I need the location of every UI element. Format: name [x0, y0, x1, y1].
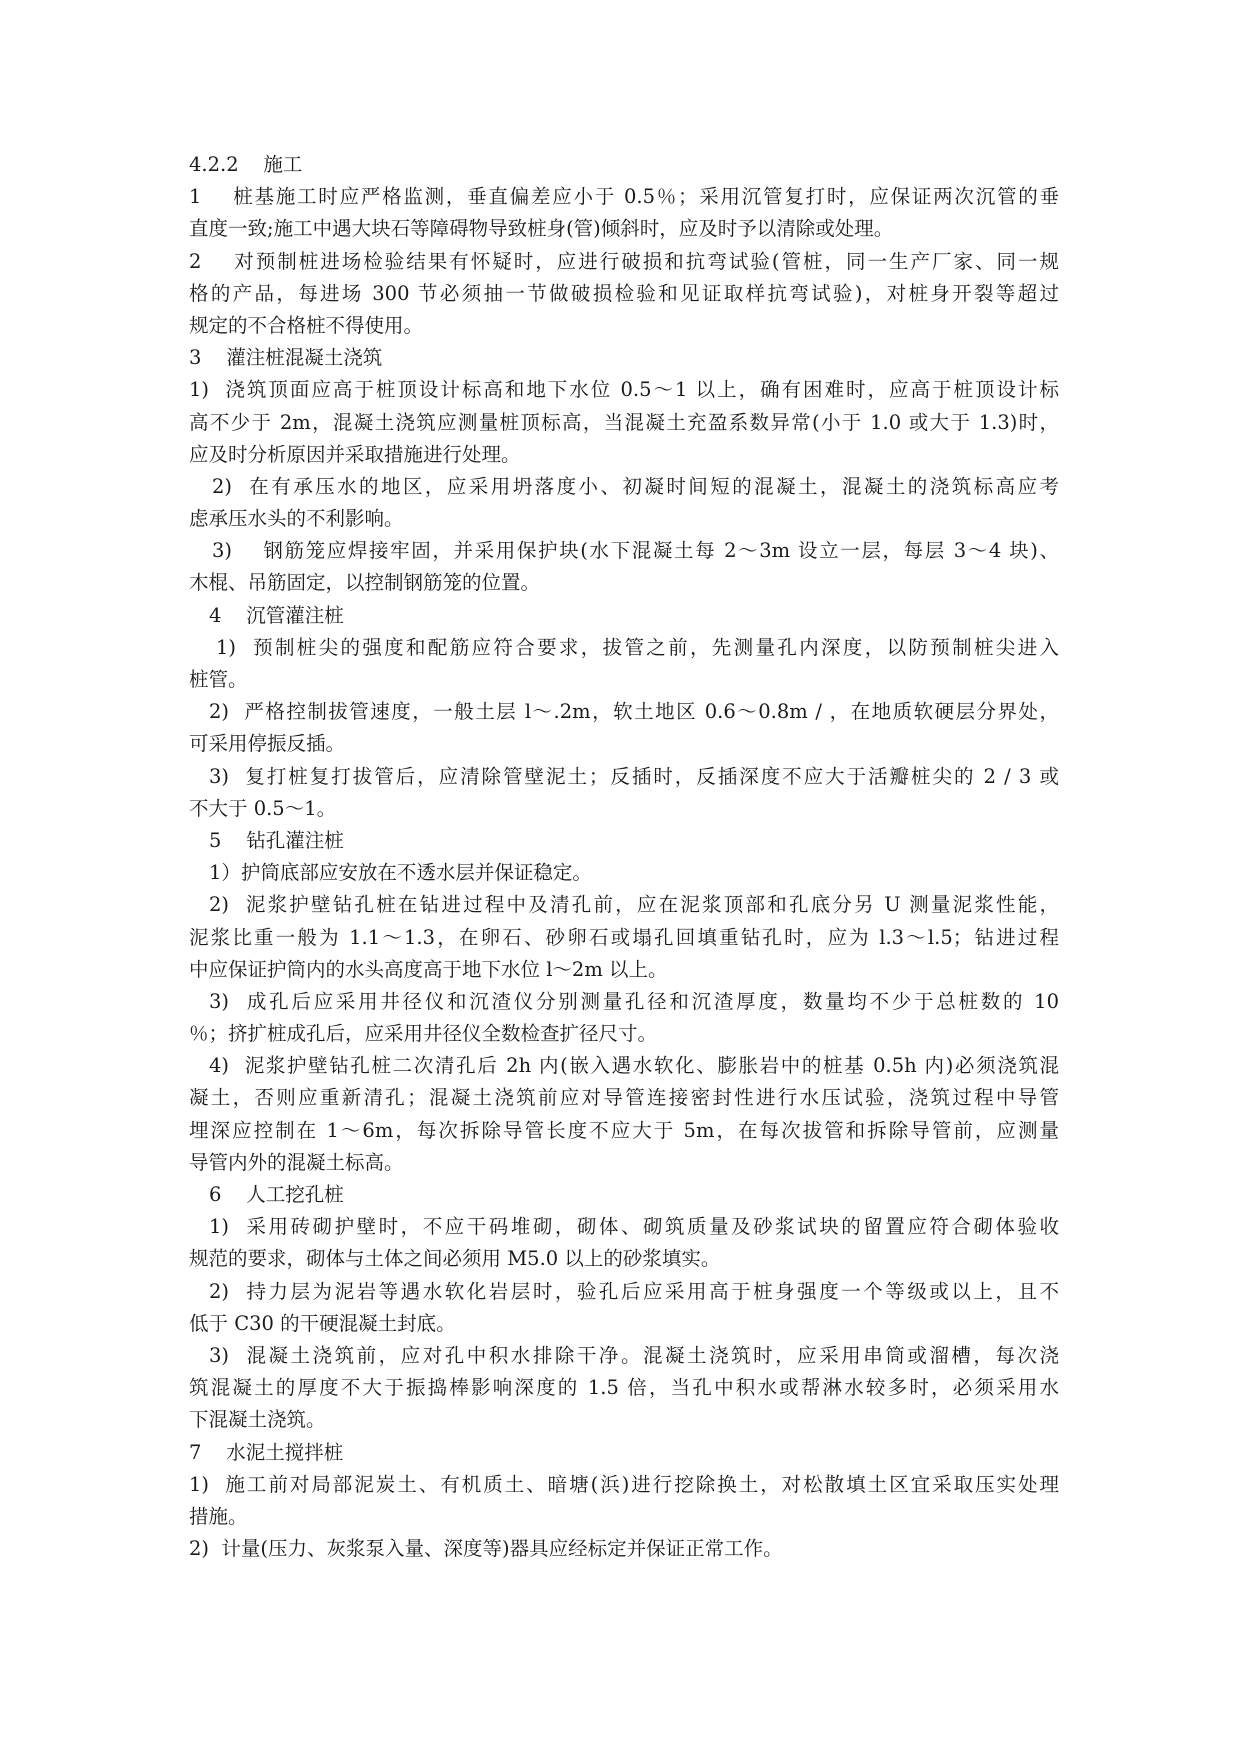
section-heading: 4.2.2 施工	[189, 153, 303, 176]
paragraph-line: 3) 复打桩复打拔管后，应清除管壁泥土；反插时，反插深度不应大于活瓣桩尖的 2 / 3 或	[209, 764, 1059, 788]
paragraph-line: 筑混凝土的厚度不大于振捣棒影响深度的 1.5 倍，当孔中积水或帮淋水较多时，必须采用水	[189, 1376, 1059, 1400]
paragraph-line: 2) 持力层为泥岩等遇水软化岩层时，验孔后应采用高于桩身强度一个等级或以上，且不	[209, 1279, 1059, 1303]
paragraph-line: 2) 严格控制拔管速度，一般土层 l～.2m，软土地区 0.6～0.8m / ，在地质软硬层分界处，	[209, 700, 1059, 724]
paragraph-line: 3) 钢筋笼应焊接牢固，并采用保护块(水下混凝土每 2～3m 设立一层，每层 3～4 块)、	[212, 539, 1059, 563]
paragraph-line: 1 桩基施工时应严格监测，垂直偏差应小于 0.5％；采用沉管复打时，应保证两次沉管的垂	[189, 185, 1059, 209]
paragraph-line: 桩管。	[189, 668, 248, 691]
paragraph-line: 3) 成孔后应采用井径仪和沉渣仪分别测量孔径和沉渣厚度，数量均不少于总桩数的 10	[209, 989, 1059, 1013]
paragraph-line: 可采用停振反插。	[189, 732, 346, 756]
paragraph-line: 规范的要求，砌体与土体之间必须用 M5.0 以上的砂浆填实。	[189, 1247, 721, 1271]
subsection-heading: 6 人工挖孔桩	[209, 1183, 344, 1206]
paragraph-line: 泥浆比重一般为 1.1～1.3，在卵石、砂卵石或塌孔回填重钻孔时，应为 l.3～l.5；钻进过程	[189, 925, 1059, 949]
paragraph-line: 低于 C30 的干硬混凝土封底。	[189, 1311, 456, 1335]
paragraph-line: ％；挤扩桩成孔后，应采用井径仪全数检查扩径尺寸。	[189, 1022, 658, 1046]
paragraph-line: 虑承压水头的不利影响。	[189, 507, 404, 531]
paragraph-line: 2) 泥浆护壁钻孔桩在钻进过程中及清孔前，应在泥浆顶部和孔底分另 U 测量泥浆性能，	[209, 893, 1059, 917]
paragraph-line: 下混凝土浇筑。	[189, 1408, 326, 1432]
paragraph-line: 3) 混凝土浇筑前，应对孔中积水排除干净。混凝土浇筑时，应采用串筒或溜槽，每次浇	[209, 1343, 1059, 1367]
paragraph-line: 措施。	[189, 1504, 248, 1528]
subsection-heading: 5 钻孔灌注桩	[209, 828, 344, 852]
paragraph-line: 不大于 0.5～1。	[189, 796, 337, 820]
subsection-heading: 7 水泥土搅拌桩	[189, 1440, 344, 1464]
paragraph-line: 规定的不合格桩不得使用。	[189, 313, 424, 337]
subsection-heading: 4 沉管灌注桩	[209, 603, 344, 627]
paragraph-line: 1) 预制桩尖的强度和配筋应符合要求，拔管之前，先测量孔内深度，以防预制桩尖进入	[216, 635, 1059, 659]
paragraph-line: 1）护筒底部应安放在不透水层并保证稳定。	[209, 861, 592, 885]
paragraph-line: 2 对预制桩进场检验结果有怀疑时，应进行破损和抗弯试验(管桩，同一生产厂家、同一规	[189, 249, 1059, 273]
paragraph-line: 导管内外的混凝土标高。	[189, 1150, 404, 1174]
paragraph-line: 1) 采用砖砌护壁时，不应干码堆砌，砌体、砌筑质量及砂浆试块的留置应符合砌体验收	[209, 1215, 1059, 1239]
paragraph-line: 中应保证护筒内的水头高度高于地下水位 l～2m 以上。	[189, 957, 668, 981]
paragraph-line: 2) 计量(压力、灰浆泵入量、深度等)器具应经标定并保证正常工作。	[189, 1537, 783, 1561]
paragraph-line: 1) 施工前对局部泥炭土、有机质土、暗塘(浜)进行挖除换土，对松散填土区宜采取压实处理	[189, 1472, 1059, 1496]
paragraph-line: 埋深应控制在 1～6m，每次拆除导管长度不应大于 5m，在每次拔管和拆除导管前，应测量	[189, 1118, 1059, 1142]
paragraph-line: 直度一致;施工中遇大块石等障碍物导致桩身(管)倾斜时，应及时予以清除或处理。	[189, 217, 894, 241]
document-page	[189, 149, 1059, 1565]
paragraph-line: 凝土，否则应重新清孔；混凝土浇筑前应对导管连接密封性进行水压试验，浇筑过程中导管	[189, 1086, 1059, 1110]
paragraph-line: 高不少于 2m，混凝土浇筑应测量桩顶标高，当混凝土充盈系数异常(小于 1.0 或大于 1.3)时，	[189, 410, 1059, 434]
paragraph-line: 格的产品，每进场 300 节必须抽一节做破损检验和见证取样抗弯试验)，对桩身开裂等超过	[189, 281, 1059, 305]
subsection-heading: 3 灌注桩混凝土浇筑	[189, 346, 383, 370]
paragraph-line: 木棍、吊筋固定，以控制钢筋笼的位置。	[189, 571, 541, 595]
paragraph-line: 1) 浇筑顶面应高于桩顶设计标高和地下水位 0.5～1 以上，确有困难时，应高于桩顶设计标	[189, 378, 1059, 402]
paragraph-line: 应及时分析原因并采取措施进行处理。	[189, 442, 521, 466]
paragraph-line: 2) 在有承压水的地区，应采用坍落度小、初凝时间短的混凝土，混凝土的浇筑标高应考	[212, 474, 1059, 498]
paragraph-line: 4) 泥浆护壁钻孔桩二次清孔后 2h 内(嵌入遇水软化、膨胀岩中的桩基 0.5h 内)必须浇筑混	[209, 1054, 1059, 1078]
